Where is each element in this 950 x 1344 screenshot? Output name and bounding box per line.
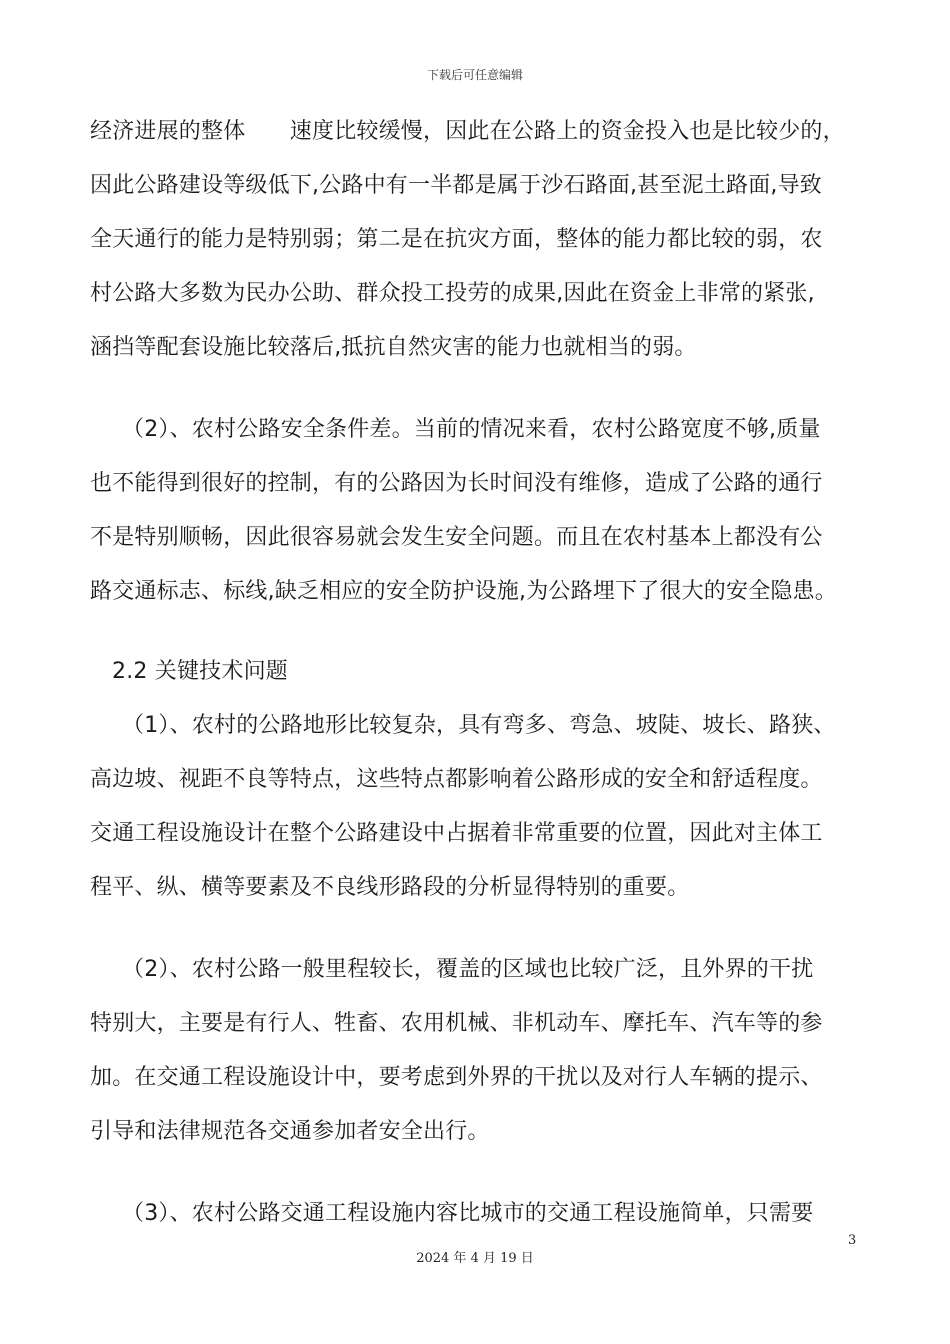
paragraph-line: 村公路大多数为民办公助、群众投工投劳的成果,因此在资金上非常的紧张, [90,281,815,306]
paragraph-line: 全天通行的能力是特别弱；第二是在抗灾方面，整体的能力都比较的弱，农 [90,227,823,252]
paragraph-line: 涵挡等配套设施比较落后,抵抗自然灾害的能力也就相当的弱。 [90,335,697,360]
paragraph-line: 路交通标志、标线,缺乏相应的安全防护设施,为公路埋下了很大的安全隐患。 [90,579,837,604]
paragraph-line: 也不能得到很好的控制，有的公路因为长时间没有维修，造成了公路的通行 [90,471,823,496]
paragraph-line: （2）、农村公路安全条件差。当前的情况来看，农村公路宽度不够,质量 [122,417,821,442]
page-number: 3 [848,1233,857,1248]
paragraph-line: 程平、纵、横等要素及不良线形路段的分析显得特别的重要。 [90,875,690,900]
paragraph-line: （3）、农村公路交通工程设施内容比城市的交通工程设施简单，只需要 [122,1201,814,1226]
paragraph-line: （2）、农村公路一般里程较长，覆盖的区域也比较广泛，且外界的干扰 [122,957,814,982]
paragraph-line: 引导和法律规范各交通参加者安全出行。 [90,1119,490,1144]
paragraph-line: 高边坡、视距不良等特点，这些特点都影响着公路形成的安全和舒适程度。 [90,767,823,792]
paragraph-line: 不是特别顺畅，因此很容易就会发生安全问题。而且在农村基本上都没有公 [90,525,823,550]
paragraph-line: 因此公路建设等级低下,公路中有一半都是属于沙石路面,甚至泥土路面,导致 [90,173,822,198]
paragraph-line: 经济进展的整体 速度比较缓慢，因此在公路上的资金投入也是比较少的， [90,119,845,144]
section-heading: 2.2 关键技术问题 [112,659,288,684]
paragraph-line: 特别大，主要是有行人、牲畜、农用机械、非机动车、摩托车、汽车等的参 [90,1011,823,1036]
page-header: 下载后可任意编辑 [426,68,523,82]
paragraph-line: 加。在交通工程设施设计中，要考虑到外界的干扰以及对行人车辆的提示、 [90,1065,823,1090]
footer-date: 2024 年 4 月 19 日 [416,1251,534,1266]
paragraph-line: （1）、农村的公路地形比较复杂，具有弯多、弯急、坡陡、坡长、路狭、 [122,713,836,738]
paragraph-line: 交通工程设施设计在整个公路建设中占据着非常重要的位置，因此对主体工 [90,821,823,846]
